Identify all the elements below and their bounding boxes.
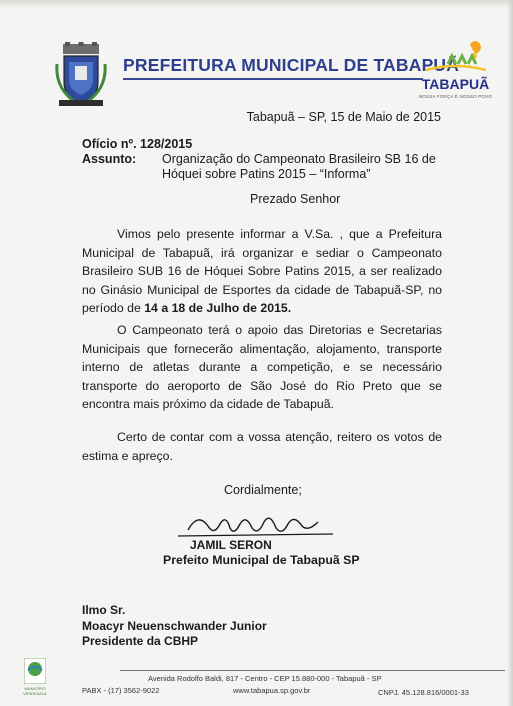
- footer-cnpj: CNPJ. 45.128.816/0001-33: [378, 688, 469, 697]
- footer-divider: [120, 670, 505, 671]
- tabapua-logo-icon: [418, 40, 493, 102]
- paragraph-1-text: Vimos pelo presente informar a V.Sa. , que a Prefeitura Municipal de Tabapuã, irá organizar e sediar o Campeonato Brasileiro SUB 16 de Hóquei Sobre Patins 2015, a ser realizado no Ginásio Municipal de Esportes da cidade de Tabapuã-SP, no período de: [82, 227, 442, 316]
- letter-date: Tabapuã – SP, 15 de Maio de 2015: [246, 110, 441, 124]
- salutation: Prezado Senhor: [250, 192, 341, 206]
- scan-shadow-right: [507, 0, 513, 706]
- institution-title: PREFEITURA MUNICIPAL DE TABAPUÃ: [123, 55, 460, 75]
- recipient-name: Moacyr Neuenschwander Junior: [82, 619, 267, 633]
- paragraph-3: Certo de contar com a vossa atenção, reitero os votos de estima e apreço.: [82, 430, 442, 463]
- subject-text: Organização do Campeonato Brasileiro SB 16 de Hóquei sobre Patins 2015 – “Informa”: [162, 152, 436, 181]
- signer-name: JAMIL SERON: [190, 538, 272, 552]
- recipient-role: Presidente da CBHP: [82, 634, 199, 648]
- event-dates: 14 a 18 de Julho de 2015.: [144, 301, 292, 316]
- letter-reference: Ofício nº. 128/2015: [82, 137, 193, 151]
- footer-address: Avenida Rodolfo Baldi, 817 - Centro - CEP 15.880-000 - Tabapuã - SP: [148, 674, 382, 683]
- subject-label: Assunto:: [82, 152, 137, 166]
- signer-role: Prefeito Municipal de Tabapuã SP: [163, 553, 360, 567]
- signature-mark: [168, 506, 338, 542]
- green-municipality-badge-icon: [24, 658, 46, 684]
- recipient-title: Ilmo Sr.: [82, 603, 126, 617]
- paragraph-1: [82, 225, 442, 318]
- logo-name-text: TABAPUÃ: [421, 76, 490, 92]
- coat-of-arms-icon: [55, 42, 107, 108]
- badge-label: MUNICÍPIO VERDEAZUL: [22, 686, 47, 696]
- scan-shadow-top: [0, 0, 513, 8]
- header-divider: [123, 78, 423, 80]
- footer-website: www.tabapua.sp.gov.br: [233, 686, 311, 695]
- logo-tagline: NOSSA FORÇA É NOSSO POVO: [418, 94, 493, 99]
- closing-text: Cordialmente;: [224, 483, 302, 497]
- footer-phone: PABX - (17) 3562-9022: [82, 686, 160, 695]
- paragraph-2: O Campeonato terá o apoio das Diretorias e Secretarias Municipais que fornecerão alimentação, alojamento, transporte interno de atletas durante a competição, e se necessário transporte do aeroporto de São José do Rio Preto que se encontra mais próximo da cidade de Tabapuã.: [82, 323, 442, 412]
